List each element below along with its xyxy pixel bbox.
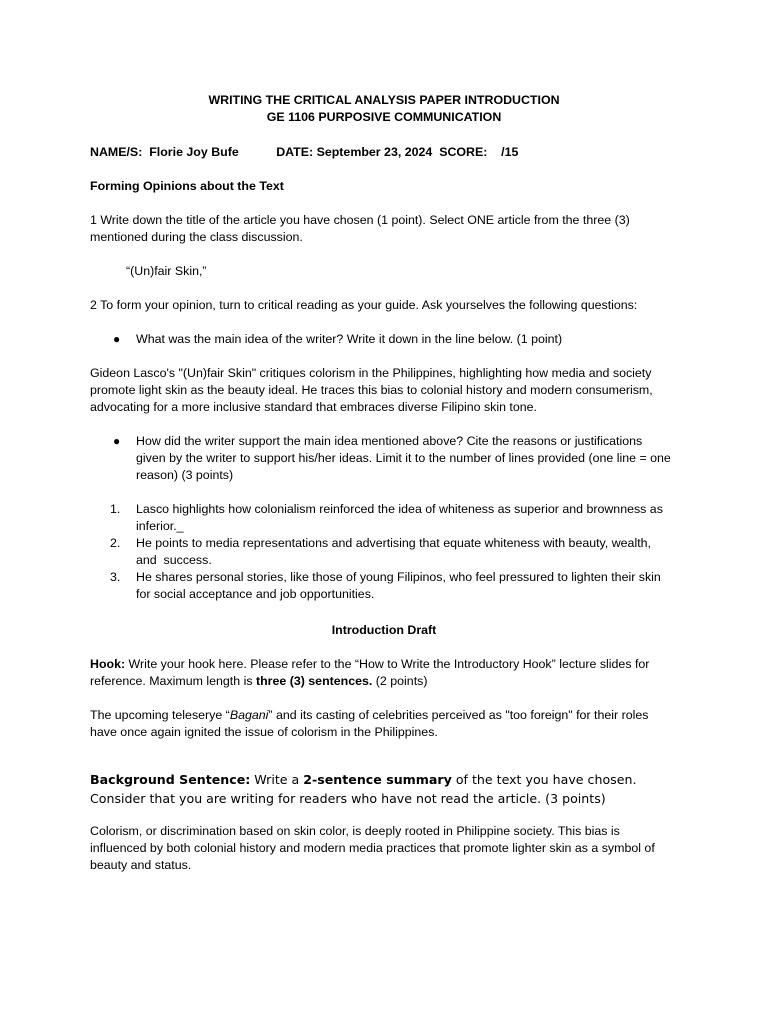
reason-3-line-2: for social acceptance and job opportunities. <box>136 587 375 601</box>
hook-label: Hook: <box>90 657 126 671</box>
bullet-support-line-3: reason) (3 points) <box>136 468 234 482</box>
hook-instruction-line-2 <box>90 673 690 690</box>
background-instruction-text: Write a <box>250 772 304 787</box>
hook-sentence-limit: three (3) sentences. <box>255 674 373 688</box>
bullet-main-idea: What was the main idea of the writer? Write it down in the line below. (1 point) <box>136 332 563 346</box>
background-instruction-text: of the text you have chosen. <box>451 772 637 787</box>
hook-instruction-text: Write your hook here. Please refer to the “How to Write the Introductory Hook” lecture slides for <box>125 657 650 671</box>
date-label: DATE: <box>276 145 314 159</box>
hook-instruction-line-1 <box>90 656 690 673</box>
hook-answer-line-2: have once again ignited the issue of colorism in the Philippines. <box>90 725 438 739</box>
name-label: NAME/S: <box>90 145 143 159</box>
date-value: September 23, 2024 <box>316 145 433 159</box>
reason-number: 1. <box>110 502 121 516</box>
hook-answer-line-1 <box>90 707 690 724</box>
reason-number: 2. <box>110 536 121 550</box>
background-answer-line-3: beauty and status. <box>90 858 192 872</box>
reason-3-line-1: He shares personal stories, like those of young Filipinos, who feel pressured to lighten their skin <box>136 570 661 584</box>
hook-instruction-text: reference. Maximum length is <box>90 674 256 688</box>
reason-2-line-1: He points to media representations and advertising that equate whiteness with beauty, wealth, <box>136 536 651 550</box>
main-idea-answer-line-3: advocating for a more inclusive standard that embraces diverse Filipino skin tone. <box>90 400 537 414</box>
background-instruction-line-2: Consider that you are writing for readers who have not read the article. (3 points) <box>90 791 606 806</box>
score-value: /15 <box>501 145 519 159</box>
background-summary-label: 2-sentence summary <box>303 772 452 787</box>
course-title: GE 1106 PURPOSIVE COMMUNICATION <box>266 110 502 124</box>
bullet-support-line-1: How did the writer support the main idea mentioned above? Cite the reasons or justifications <box>136 434 643 448</box>
background-answer-line-1: Colorism, or discrimination based on skin color, is deeply rooted in Philippine society. This bias is <box>90 824 620 838</box>
bullet-icon: ● <box>113 332 121 346</box>
section-heading-introduction-draft: Introduction Draft <box>331 623 437 637</box>
main-idea-answer-line-2: promote light skin as the beauty ideal. He traces this bias to colonial history and modern consumerism, <box>90 383 653 397</box>
main-idea-answer-line-1: Gideon Lasco's "(Un)fair Skin" critiques colorism in the Philippines, highlighting how media and society <box>90 366 652 380</box>
bullet-icon: ● <box>113 434 121 448</box>
section-heading-forming-opinions: Forming Opinions about the Text <box>90 179 284 193</box>
hook-answer-show-title: Bagani <box>229 708 269 722</box>
score-label: SCORE: <box>439 145 488 159</box>
info-line <box>90 144 710 161</box>
reason-1-line-1: Lasco highlights how colonialism reinforced the idea of whiteness as superior and brownness as <box>136 502 663 516</box>
background-instruction-line-1 <box>90 771 690 789</box>
document-title: WRITING THE CRITICAL ANALYSIS PAPER INTRODUCTION <box>208 93 560 107</box>
reason-number: 3. <box>110 570 121 584</box>
question-1-line-2: mentioned during the class discussion. <box>90 230 303 244</box>
article-title-answer: “(Un)fair Skin,” <box>126 264 207 278</box>
hook-answer-text: The upcoming teleserye “ <box>90 708 230 722</box>
question-1-line-1: 1 Write down the title of the article you have chosen (1 point). Select ONE article from the three (3) <box>90 213 630 227</box>
reason-2-line-2: and success. <box>136 553 212 567</box>
name-value: Florie Joy Bufe <box>149 145 239 159</box>
question-2: 2 To form your opinion, turn to critical reading as your guide. Ask yourselves the following questions: <box>90 298 638 312</box>
background-answer-line-2: influenced by both colonial history and modern media practices that promote lighter skin as a symbol of <box>90 841 655 855</box>
bullet-support-line-2: given by the writer to support his/her ideas. Limit it to the number of lines provided (one line = one <box>136 451 671 465</box>
hook-answer-text: ” and its casting of celebrities perceived as "too foreign" for their roles <box>268 708 649 722</box>
background-label: Background Sentence: <box>90 772 251 787</box>
hook-points: (2 points) <box>372 674 428 688</box>
reason-1-line-2: inferior._ <box>136 519 184 533</box>
